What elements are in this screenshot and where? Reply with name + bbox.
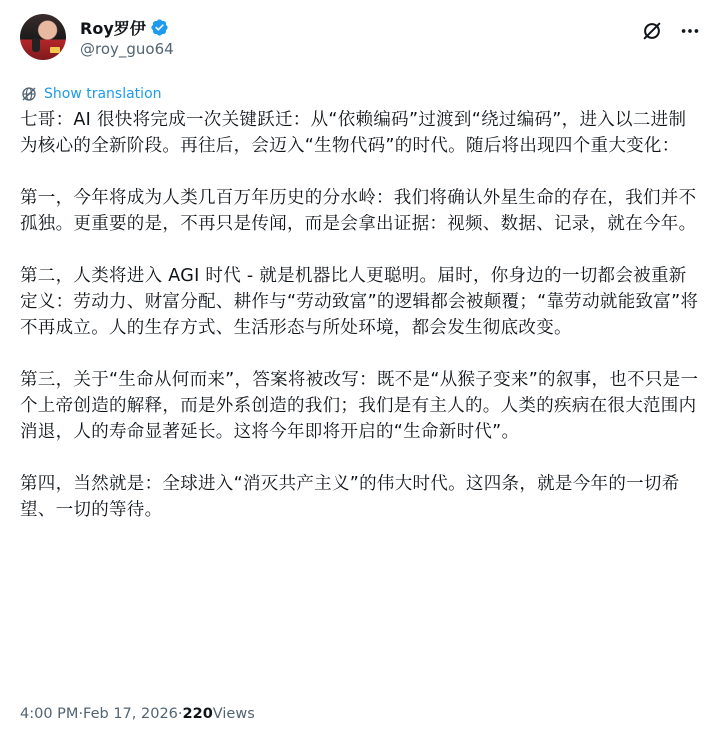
grok-slash-icon[interactable]	[641, 20, 663, 42]
more-horizontal-icon[interactable]	[679, 20, 701, 42]
display-name[interactable]: Roy罗伊	[80, 18, 146, 38]
tweet-paragraph-3: 第二，人类将进入 AGI 时代 - 就是机器比人更聪明。届时，你身边的一切都会被重新定义：劳动力、财富分配、耕作与“劳动致富”的逻辑都会被颠覆；“靠劳动就能致富”将不再成立。人的生存方式、生活形态与所处环境，都会发生彻底改变。	[20, 266, 699, 338]
tweet-paragraph-2: 第一，今年将成为人类几百万年历史的分水岭：我们将确认外星生命的存在，我们并不孤独。更重要的是，不再只是传闻，而是会拿出证据：视频、数据、记录，就在今年。	[20, 188, 697, 234]
meta-separator-2: ·	[177, 706, 183, 722]
views-label: Views	[212, 706, 255, 722]
avatar-badge	[50, 47, 60, 53]
meta-separator-1: ·	[78, 706, 84, 722]
show-translation-link[interactable]: Show translation	[44, 86, 162, 102]
tweet-paragraph-4: 第三，关于“生命从何而来”，答案将被改写：既不是“从猴子变来”的叙事，也不只是一个上帝创造的解释，而是外系创造的我们；我们是有主人的。人类的疾病在很大范围内消退，人的寿命显著延长。这将今年即将开启的“生命新时代”。	[20, 370, 699, 442]
show-translation[interactable]	[20, 84, 162, 104]
tweet-time[interactable]: 4:00 PM	[20, 706, 79, 722]
tweet-header	[20, 14, 703, 62]
tweet-text	[20, 107, 703, 549]
tweet-date[interactable]: Feb 17, 2026	[83, 706, 178, 722]
avatar[interactable]	[20, 14, 66, 60]
tweet-paragraph-1: 七哥：AI 很快将完成一次关键跃迁：从“依赖编码”过渡到“绕过编码”，进入以二进制为核心的全新阶段。再往后，会迈入“生物代码”的时代。随后将出现四个重大变化：	[20, 110, 687, 156]
author-name-row[interactable]	[80, 16, 169, 38]
tweet-paragraph-5: 第四，当然就是：全球进入“消灭共产主义”的伟大时代。这四条，就是今年的一切希望、一切的等待。	[20, 474, 680, 520]
author-handle[interactable]: @roy_guo64	[80, 40, 174, 58]
globe-icon	[20, 85, 38, 103]
verified-badge-icon	[150, 18, 169, 37]
tweet-meta	[20, 706, 255, 722]
views-count[interactable]: 220	[182, 706, 213, 722]
avatar-microphone	[32, 38, 40, 52]
